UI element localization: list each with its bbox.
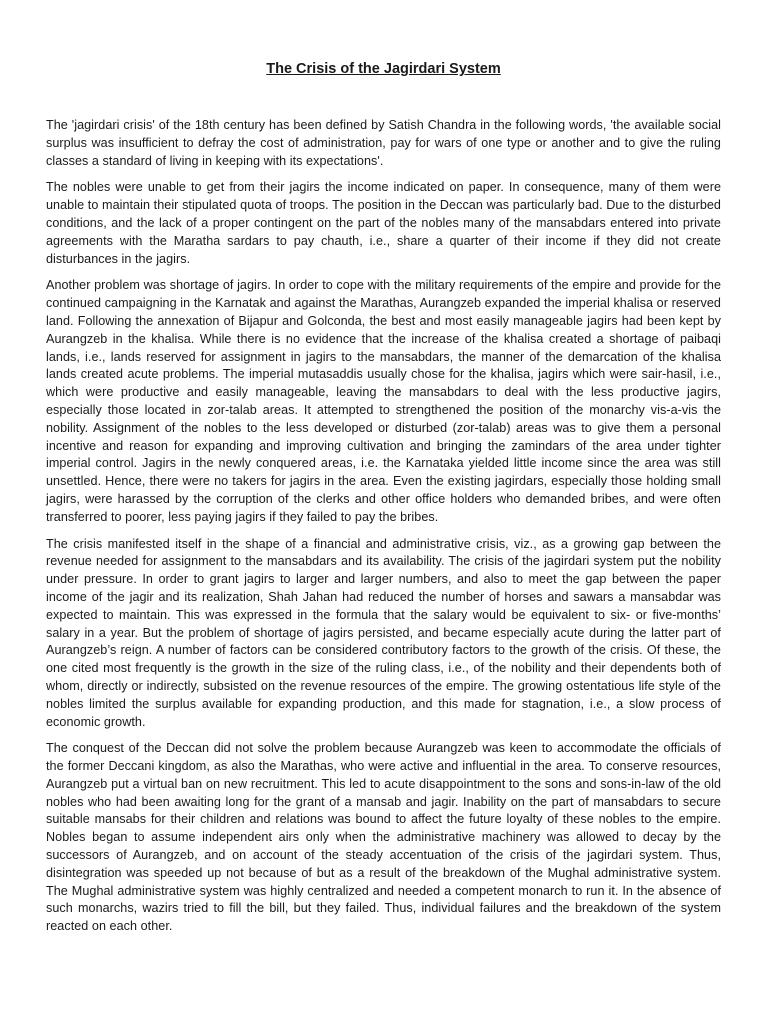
paragraph-financial-crisis: The crisis manifested itself in the shape of a financial and administrative crisis, viz., as a growing gap between the revenue needed for assignment to the mansabdars and its availability. The crisis of the jagirdari system put the nobility under pressure. In order to grant jagirs to larger and larger numbers, and also to meet the gap between the paper income of the jagir and its realization, Shah Jahan had reduced the number of horses and sawars a mansabdar was expected to maintain. This was expressed in the formula that the salary would be equivalent to six- or five-months’ salary in a year. But the problem of shortage of jagirs persisted, and became especially acute during the latter part of Aurangzeb’s reign. A number of factors can be considered contributory factors to the growth of the crisis. Of these, the one cited most frequently is the growth in the size of the ruling class, i.e., of the nobility and their dependents both of whom, directly or indirectly, subsisted on the revenue resources of the empire. The growing ostentatious life style of the nobles limited the surplus available for expanding production, and this made for stagnation, i.e., a slow process of economic growth. [46, 536, 721, 729]
paragraph-deccan-conquest: The conquest of the Deccan did not solve the problem because Aurangzeb was keen to accommodate the officials of the former Deccani kingdom, as also the Marathas, who were active and influential in the area. To conserve resources, Aurangzeb put a virtual ban on new recruitment. This led to acute disappointment to the sons and sons-in-law of the old nobles who had been awaiting long for the grant of a mansab and jagir. Inability on the part of mansabdars to secure suitable mansabs for their children and relations was bound to affect the future loyalty of these nobles to the empire. Nobles began to assume independent airs only when the administrative machinery was allowed to decay by the successors of Aurangzeb, and on account of the steady accentuation of the crisis of the jagirdari system. Thus, disintegration was speeded up not because of but as a result of the breakdown of the Mughal administrative system. The Mughal administrative system was highly centralized and needed a competent monarch to run it. In the absence of such monarchs, wazirs tried to fill the bill, but they failed. Thus, individual failures and the breakdown of the system reacted on each other. [46, 741, 721, 934]
paragraph-definition: The 'jagirdari crisis' of the 18th century has been defined by Satish Chandra in the following words, 'the available social surplus was insufficient to defray the cost of administration, pay for wars of one type or another and to give the ruling classes a standard of living in keeping with its expectations'. [46, 118, 721, 168]
document-page [46, 58, 721, 945]
paragraph-income-shortfall: The nobles were unable to get from their jagirs the income indicated on paper. In consequence, many of them were unable to maintain their stipulated quota of troops. The position in the Deccan was particularly bad. Due to the disturbed conditions, and the lack of a proper contingent on the part of the nobles many of the mansabdars entered into private agreements with the Maratha sardars to pay chauth, i.e., share a quarter of their income if they did not create disturbances in the jagirs. [46, 180, 721, 266]
paragraph-jagir-shortage: Another problem was shortage of jagirs. In order to cope with the military requirements of the empire and provide for the continued campaigning in the Karnatak and against the Marathas, Aurangzeb expanded the imperial khalisa or reserved land. Following the annexation of Bijapur and Golconda, the best and most easily manageable jagirs had been kept by Aurangzeb in the khalisa. While there is no evidence that the increase of the khalisa created a shortage of paibaqi lands, i.e., lands reserved for assignment in jagirs to the mansabdars, the manner of the demarcation of the khalisa lands created acute problems. The imperial mutasaddis usually chose for the khalisa, jagirs which were sair-hasil, i.e., which were productive and easily manageable, leaving the mansabdars to deal with the less productive jagirs, especially those located in zor-talab areas. It attempted to strengthened the position of the monarchy vis-a-vis the nobility. Assignment of the nobles to the less developed or disturbed (zor-talab) areas was to give them a personal incentive and reason for expanding and improving cultivation and bringing the zamindars of the area under tighter imperial control. Jagirs in the newly conquered areas, i.e. the Karnataka yielded little income since the area was still unsettled. Hence, there were no takers for jagirs in the area. Even the existing jagirdars, especially those holding small jagirs, were harassed by the corruption of the clerks and other office holders who demanded bribes, and were often transferred to poorer, less paying jagirs if they failed to pay the bribes. [46, 278, 721, 524]
document-title: The Crisis of the Jagirdari System [266, 61, 501, 77]
